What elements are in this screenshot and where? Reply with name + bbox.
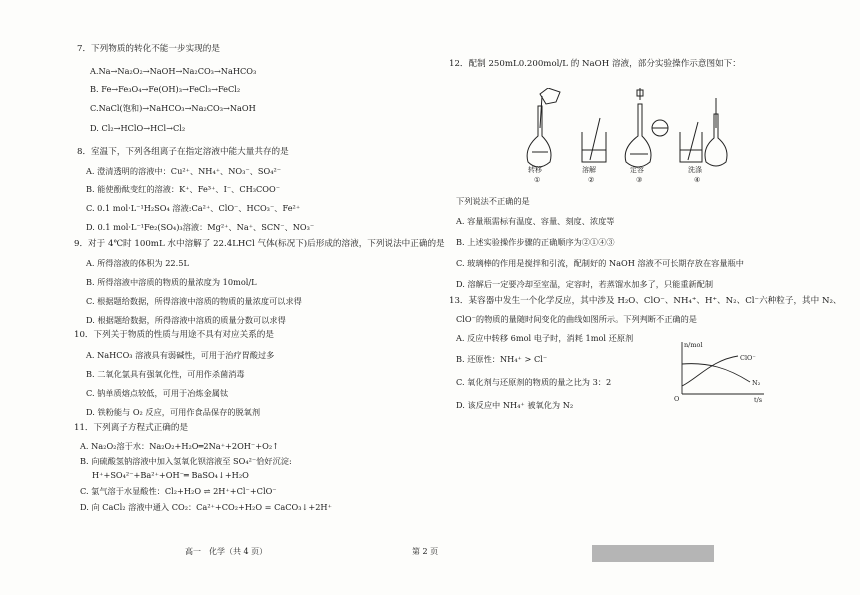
number-4: ④: [694, 176, 701, 184]
option-c: C.NaCl(饱和)→NaHCO₃→Na₂CO₃→NaOH: [90, 103, 256, 113]
option-a: A. NaHCO₃ 溶液具有弱碱性，可用于治疗胃酸过多: [86, 350, 275, 360]
lab-procedure-figure: [520, 88, 750, 184]
question-stem: 13．某容器中发生一个化学反应，其中涉及 H₂O、ClO⁻、NH₄⁺、H⁺、N₂、Cl⁻六种粒子，其中 N₂、: [449, 296, 842, 306]
question-stem: 10．下列关于物质的性质与用途不具有对应关系的是: [74, 330, 274, 340]
option-b: B. 能使酚酞变红的溶液：K⁺、Fe³⁺、I⁻、CH₃COO⁻: [86, 184, 281, 194]
option-a: A. 澄清透明的溶液中：Cu²⁺、NH₄⁺、NO₃⁻、SO₄²⁻: [86, 166, 282, 176]
wash-apparatus: [680, 98, 727, 166]
n2-label: N₂: [752, 379, 761, 387]
y-axis-label: n/mol: [684, 341, 703, 349]
option-d: D. 溶解后一定要冷却至室温，定容时，若蒸馏水加多了，只能重新配制: [456, 279, 714, 289]
option-b: B. 二氧化氯具有强氧化性，可用作杀菌消毒: [86, 369, 245, 379]
option-c: C. 钠单质熔点较低，可用于冶炼金属钛: [86, 388, 229, 398]
question-stem: 7．下列物质的转化不能一步实现的是: [77, 44, 220, 54]
label-transfer: 转移: [528, 166, 542, 174]
question-prompt: 下列说法不正确的是: [456, 196, 530, 206]
page-number: 第 2 页: [412, 547, 439, 556]
question-stem: 9．对于 4℃时 100mL 水中溶解了 22.4LHCl 气体(标况下)后形成的溶液，下列说法中正确的是: [74, 239, 445, 249]
label-wash: 洗涤: [688, 166, 702, 174]
option-b: B. 还原性：NH₄⁺ > Cl⁻: [456, 354, 548, 364]
option-d: D. 根据题给数据，所得溶液中溶质的质量分数可以求得: [86, 315, 286, 325]
constant-volume-apparatus: [625, 88, 668, 167]
option-d: D. Cl₂→HClO→HCl→Cl₂: [90, 123, 186, 133]
option-c: C. 氧化剂与还原剂的物质的量之比为 3：2: [456, 377, 612, 387]
option-d: D. 该反应中 NH₄⁺ 被氧化为 N₂: [456, 400, 574, 410]
amount-time-graph: [668, 338, 768, 406]
question-stem: 12．配制 250mL0.200mol/L 的 NaOH 溶液，部分实验操作示意图如下：: [449, 59, 741, 69]
number-1: ①: [534, 176, 541, 184]
option-a: A. 反应中转移 6mol 电子时，消耗 1mol 还原剂: [456, 333, 634, 343]
origin-label: O: [674, 395, 680, 403]
option-c: C. 玻璃棒的作用是搅拌和引流，配制好的 NaOH 溶液不可长期存放在容量瓶中: [456, 258, 744, 268]
dissolve-apparatus: [582, 118, 606, 162]
question-stem: 11．下列离子方程式正确的是: [74, 423, 189, 433]
option-b-equation: H⁺+SO₄²⁻+Ba²⁺+OH⁻═ BaSO₄↓+H₂O: [92, 470, 249, 480]
x-axis-label: t/s: [754, 396, 763, 404]
option-c: C. 0.1 mol·L⁻¹H₂SO₄ 溶液:Ca²⁺、ClO⁻、HCO₃⁻、Fe²⁺: [86, 203, 301, 213]
clo-label: ClO⁻: [740, 354, 756, 362]
number-2: ②: [588, 176, 595, 184]
option-a: A. 所得溶液的体积为 22.5L: [86, 258, 189, 268]
transfer-apparatus: [527, 88, 560, 167]
redaction-bar: [592, 545, 714, 562]
footer-subject: 高一 化学（共 4 页）: [185, 547, 268, 556]
number-3: ③: [636, 176, 643, 184]
option-a: A. Na₂O₂溶于水：Na₂O₂+H₂O═2Na⁺+2OH⁻+O₂↑: [80, 441, 279, 451]
option-b: B. 所得溶液中溶质的物质的量浓度为 10mol/L: [86, 277, 257, 287]
option-d: D. 0.1 mol·L⁻¹Fe₂(SO₄)₃溶液：Mg²⁺、Na⁺、SCN⁻、NO₃⁻: [86, 222, 315, 232]
option-b: B. 向硫酸氢钠溶液中加入氢氧化钡溶液至 SO₄²⁻恰好沉淀:: [80, 456, 292, 466]
option-c: C. 根据题给数据，所得溶液中溶质的物质的量浓度可以求得: [86, 296, 302, 306]
option-d: D. 向 CaCl₂ 溶液中通入 CO₂：Ca²⁺+CO₂+H₂O = CaCO₃↓+2H⁺: [80, 502, 332, 512]
option-b: B. Fe→Fe₃O₄→Fe(OH)₃→FeCl₃→FeCl₂: [90, 84, 241, 94]
label-dissolve: 溶解: [582, 166, 596, 174]
question-stem-continued: ClO⁻的物质的量随时间变化的曲线如图所示。下列判断不正确的是: [456, 314, 697, 324]
question-stem: 8．室温下，下列各组离子在指定溶液中能大量共存的是: [77, 147, 289, 157]
option-a: A.Na→Na₂O₂→NaOH→Na₂CO₃→NaHCO₃: [90, 66, 257, 76]
option-d: D. 铁粉能与 O₂ 反应，可用作食品保存的脱氧剂: [86, 407, 261, 417]
option-a: A. 容量瓶需标有温度、容量、刻度、浓度等: [456, 216, 615, 226]
option-b: B. 上述实验操作步骤的正确顺序为②①④③: [456, 237, 615, 247]
option-c: C. 氯气溶于水显酸性：Cl₂+H₂O ⇌ 2H⁺+Cl⁻+ClO⁻: [80, 486, 277, 496]
label-constant-volume: 定容: [630, 166, 644, 174]
